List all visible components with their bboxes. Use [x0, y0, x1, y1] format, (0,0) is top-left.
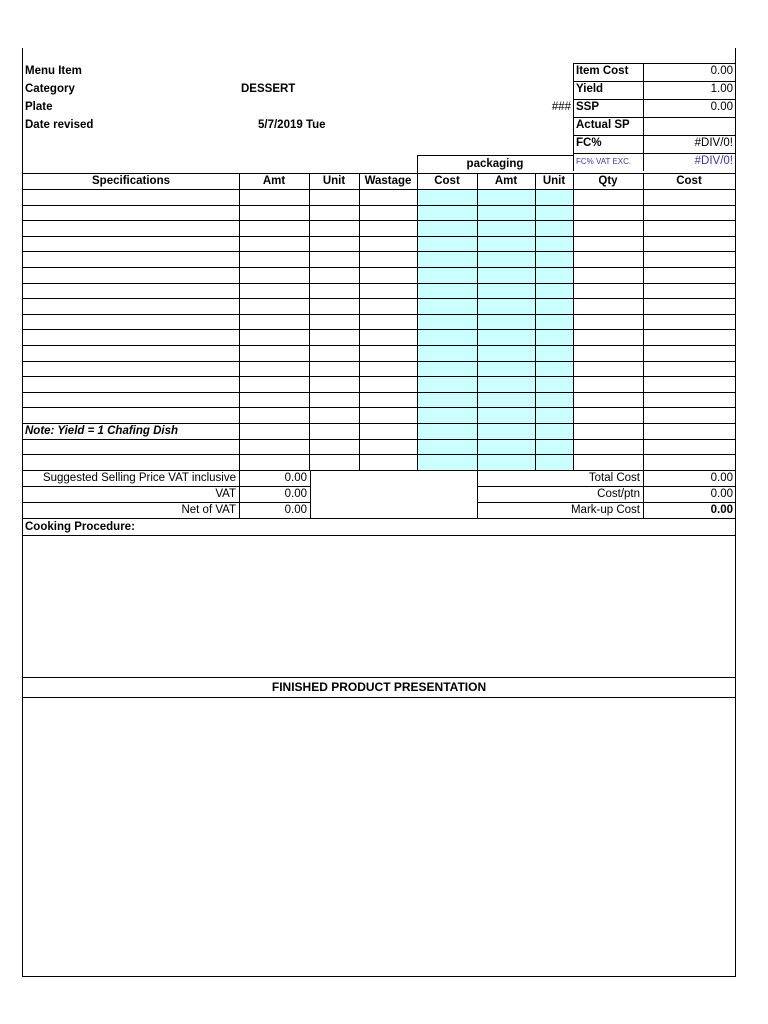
col-header-specifications: Specifications	[92, 175, 170, 187]
totals-block	[477, 470, 735, 518]
packaging-header: packaging	[466, 158, 524, 170]
date-revised-value: 5/7/2019 Tue	[258, 119, 326, 131]
item-cost-value: 0.00	[710, 65, 733, 77]
category-value: DESSERT	[241, 83, 296, 95]
vat-label: VAT	[215, 488, 236, 500]
net-of-vat-label: Net of VAT	[181, 504, 236, 516]
ssp-value: 0.00	[710, 101, 733, 113]
net-of-vat-value: 0.00	[284, 504, 307, 516]
actual-sp-label: Actual SP	[576, 119, 630, 131]
cost-per-portion-label: Cost/ptn	[597, 488, 640, 500]
yield-label: Yield	[576, 83, 604, 95]
menu-item-label: Menu Item	[25, 65, 82, 77]
col-header-pkg-cost: Cost	[434, 175, 460, 187]
col-header-cost: Cost	[676, 175, 702, 187]
item-cost-label: Item Cost	[576, 65, 629, 77]
total-cost-value: 0.00	[710, 472, 733, 484]
cooking-procedure-label: Cooking Procedure:	[25, 521, 135, 533]
yield-note: Note: Yield = 1 Chafing Dish	[25, 425, 179, 437]
col-header-qty: Qty	[598, 175, 618, 187]
fc-vat-exc-value: #DIV/0!	[694, 155, 733, 167]
category-label: Category	[25, 83, 75, 95]
col-header-wastage: Wastage	[364, 175, 412, 187]
markup-cost-value: 0.00	[710, 504, 733, 516]
col-header-amt: Amt	[262, 175, 286, 187]
markup-cost-label: Mark-up Cost	[570, 504, 640, 516]
cost-per-portion-value: 0.00	[710, 488, 733, 500]
finished-product-header: FINISHED PRODUCT PRESENTATION	[271, 680, 487, 694]
fc-vat-exc-label: FC% VAT EXC.	[576, 157, 632, 166]
fc-percent-value: #DIV/0!	[694, 137, 733, 149]
ssp-label: SSP	[576, 101, 600, 113]
fc-percent-label: FC%	[576, 137, 602, 149]
ingredients-table	[23, 173, 735, 470]
col-header-pkg-amt: Amt	[494, 175, 518, 187]
recipe-costing-sheet	[22, 48, 736, 977]
pricing-block	[23, 470, 311, 518]
col-header-unit: Unit	[322, 175, 346, 187]
plate-label: Plate	[25, 101, 53, 113]
overflow-marker: ###	[551, 101, 571, 113]
date-revised-label: Date revised	[25, 119, 94, 131]
vat-value: 0.00	[284, 488, 307, 500]
summary-box	[573, 63, 735, 171]
finished-product-area	[23, 698, 735, 974]
yield-value: 1.00	[710, 83, 733, 95]
ssp-vat-inclusive-label: Suggested Selling Price VAT inclusive	[42, 472, 236, 484]
total-cost-label: Total Cost	[588, 472, 640, 484]
ssp-vat-inclusive-value: 0.00	[284, 472, 307, 484]
cooking-procedure-area	[23, 536, 735, 677]
col-header-pkg-unit: Unit	[542, 175, 566, 187]
